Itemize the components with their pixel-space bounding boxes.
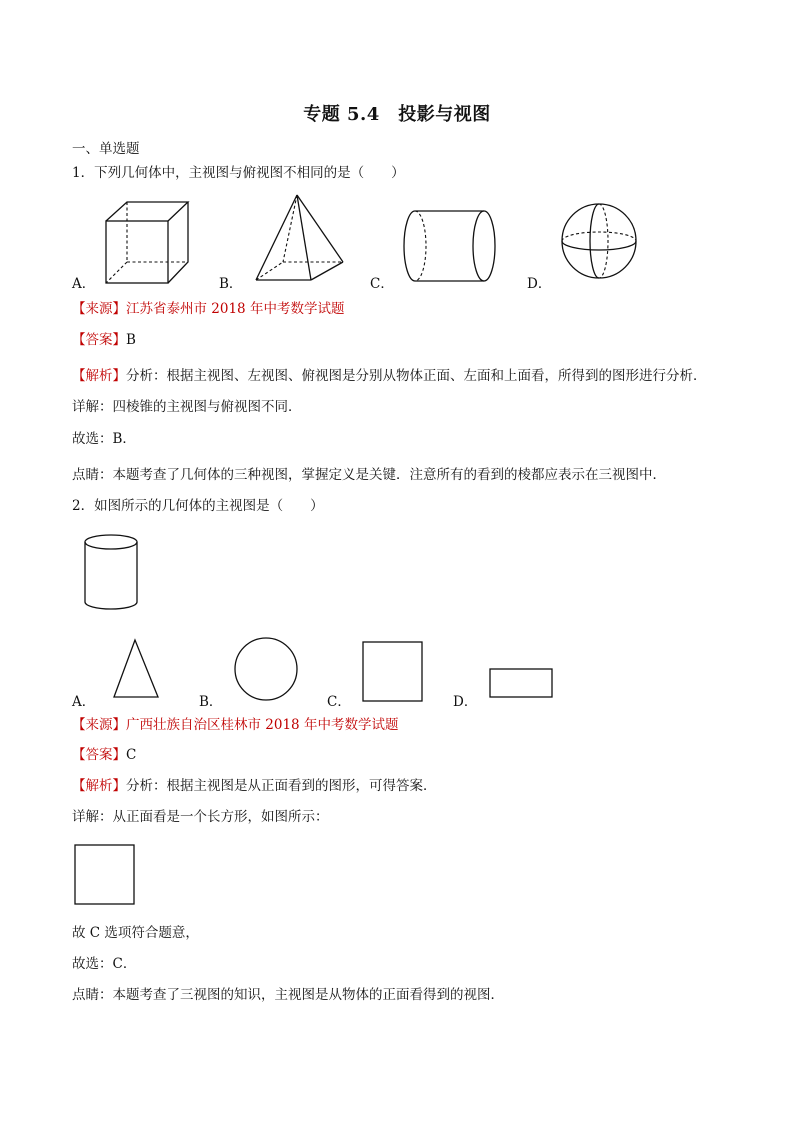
- q2-circle-figure: [234, 636, 300, 702]
- source-text: 广西壮族自治区桂林市 2018 年中考数学试题: [126, 717, 399, 733]
- q1-source: [72, 300, 344, 318]
- q1-detail: 详解：四棱锥的主视图与俯视图不同．: [72, 399, 302, 415]
- section-heading: 一、单选题: [72, 141, 140, 157]
- q1-choice: 故选：B．: [72, 431, 136, 447]
- q2-option-c: C．: [327, 694, 351, 710]
- q2-answer: [72, 746, 136, 764]
- q1-option-b: B．: [219, 276, 243, 292]
- answer-tag: 【答案】: [72, 332, 126, 348]
- pyramid-figure: [253, 192, 348, 284]
- q1-answer: [72, 331, 136, 349]
- q2-stem: 2．如图所示的几何体的主视图是（ ）: [72, 498, 324, 514]
- analysis-tag: 【解析】: [72, 368, 126, 384]
- answer-tag: 【答案】: [72, 747, 126, 763]
- analysis-tag: 【解析】: [72, 778, 126, 794]
- q1-analysis: [72, 367, 707, 385]
- q2-square-figure: [362, 641, 424, 703]
- sphere-figure: [561, 202, 643, 284]
- page-title: 专题 5.4 投影与视图: [303, 104, 491, 125]
- q2-comment: 点睛：本题考查了三视图的知识，主视图是从物体的正面看得到的视图．: [72, 987, 504, 1003]
- q1-option-d: D．: [527, 276, 552, 292]
- cube-figure: [100, 200, 195, 285]
- q1-option-a: A．: [72, 276, 96, 292]
- analysis-text: 分析：根据主视图是从正面看到的图形，可得答案．: [126, 778, 437, 794]
- analysis-text: 分析：根据主视图、左视图、俯视图是分别从物体正面、左面和上面看，所得到的图形进行分析．: [126, 368, 707, 384]
- q2-option-a: A．: [72, 694, 96, 710]
- q2-answer-square-figure: [74, 844, 136, 906]
- q2-source: [72, 716, 398, 734]
- source-tag: 【来源】: [72, 717, 126, 733]
- answer-text: B: [126, 332, 136, 348]
- q2-option-b: B．: [199, 694, 223, 710]
- q2-choice: 故选：C．: [72, 956, 137, 972]
- answer-text: C: [126, 747, 137, 763]
- q2-cylinder-figure: [84, 532, 142, 612]
- source-text: 江苏省泰州市 2018 年中考数学试题: [126, 301, 345, 317]
- q1-stem: 1．下列几何体中，主视图与俯视图不相同的是（ ）: [72, 165, 405, 181]
- q1-option-c: C．: [370, 276, 394, 292]
- q1-comment: 点睛：本题考查了几何体的三种视图，掌握定义是关键．注意所有的看到的棱都应表示在三视图中．: [72, 467, 666, 483]
- q2-rectangle-figure: [489, 668, 555, 700]
- cylinder-figure: [402, 207, 500, 285]
- q2-detail: 详解：从正面看是一个长方形，如图所示：: [72, 809, 329, 825]
- q2-analysis: [72, 777, 437, 795]
- q2-option-d: D．: [453, 694, 478, 710]
- q2-conclusion: 故 C 选项符合题意，: [72, 925, 199, 941]
- q2-triangle-figure: [112, 638, 162, 700]
- source-tag: 【来源】: [72, 301, 126, 317]
